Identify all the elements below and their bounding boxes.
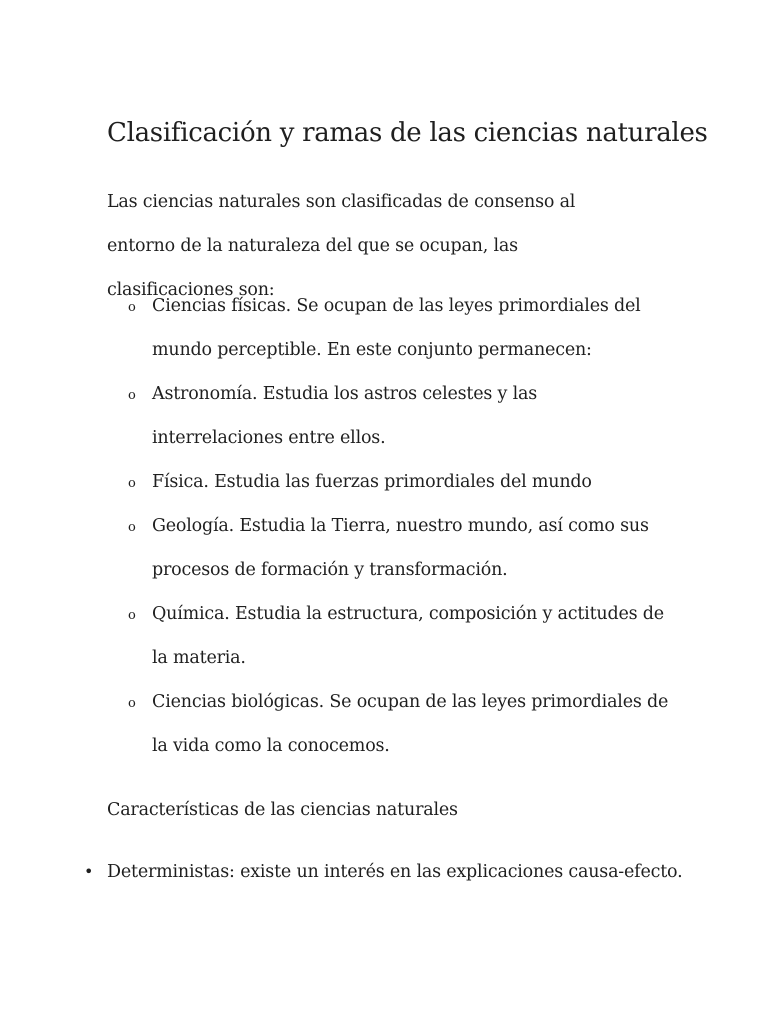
- list-item-text: Ciencias biológicas. Se ocupan de las leyes primordiales de la vida como la conocemos.: [152, 692, 669, 756]
- list-item: [0, 372, 672, 460]
- list-item: [0, 284, 672, 372]
- document-title: Clasificación y ramas de las ciencias naturales: [107, 118, 708, 148]
- characteristics-list: [0, 850, 768, 894]
- list-item: [0, 680, 672, 768]
- list-item-text: Ciencias físicas. Se ocupan de las leyes primordiales del mundo perceptible. En este conjunto permanecen:: [152, 296, 641, 360]
- list-item-text: Física. Estudia las fuerzas primordiales del mundo: [152, 472, 592, 492]
- list-item-text: Química. Estudia la estructura, composición y actitudes de la materia.: [152, 604, 664, 668]
- circle-bullet-icon: o: [128, 520, 136, 535]
- circle-bullet-icon: o: [128, 696, 136, 711]
- classification-list: [0, 284, 768, 768]
- circle-bullet-icon: o: [128, 300, 136, 315]
- circle-bullet-icon: o: [128, 608, 136, 623]
- circle-bullet-icon: o: [128, 388, 136, 403]
- section-subheading: Características de las ciencias naturales: [107, 800, 458, 820]
- list-item-text: Deterministas: existe un interés en las explicaciones causa-efecto.: [107, 862, 683, 882]
- circle-bullet-icon: o: [128, 476, 136, 491]
- list-item: [0, 850, 707, 894]
- list-item: [0, 504, 672, 592]
- list-item: [0, 460, 672, 504]
- intro-paragraph: Las ciencias naturales son clasificadas de consenso al entorno de la naturaleza del que se ocupan, las clasificaciones son:: [107, 192, 576, 300]
- list-item-text: Geología. Estudia la Tierra, nuestro mundo, así como sus procesos de formación y transformación.: [152, 516, 649, 580]
- list-item-text: Astronomía. Estudia los astros celestes y las interrelaciones entre ellos.: [152, 384, 538, 448]
- list-item: [0, 592, 672, 680]
- dot-bullet-icon: •: [84, 862, 94, 881]
